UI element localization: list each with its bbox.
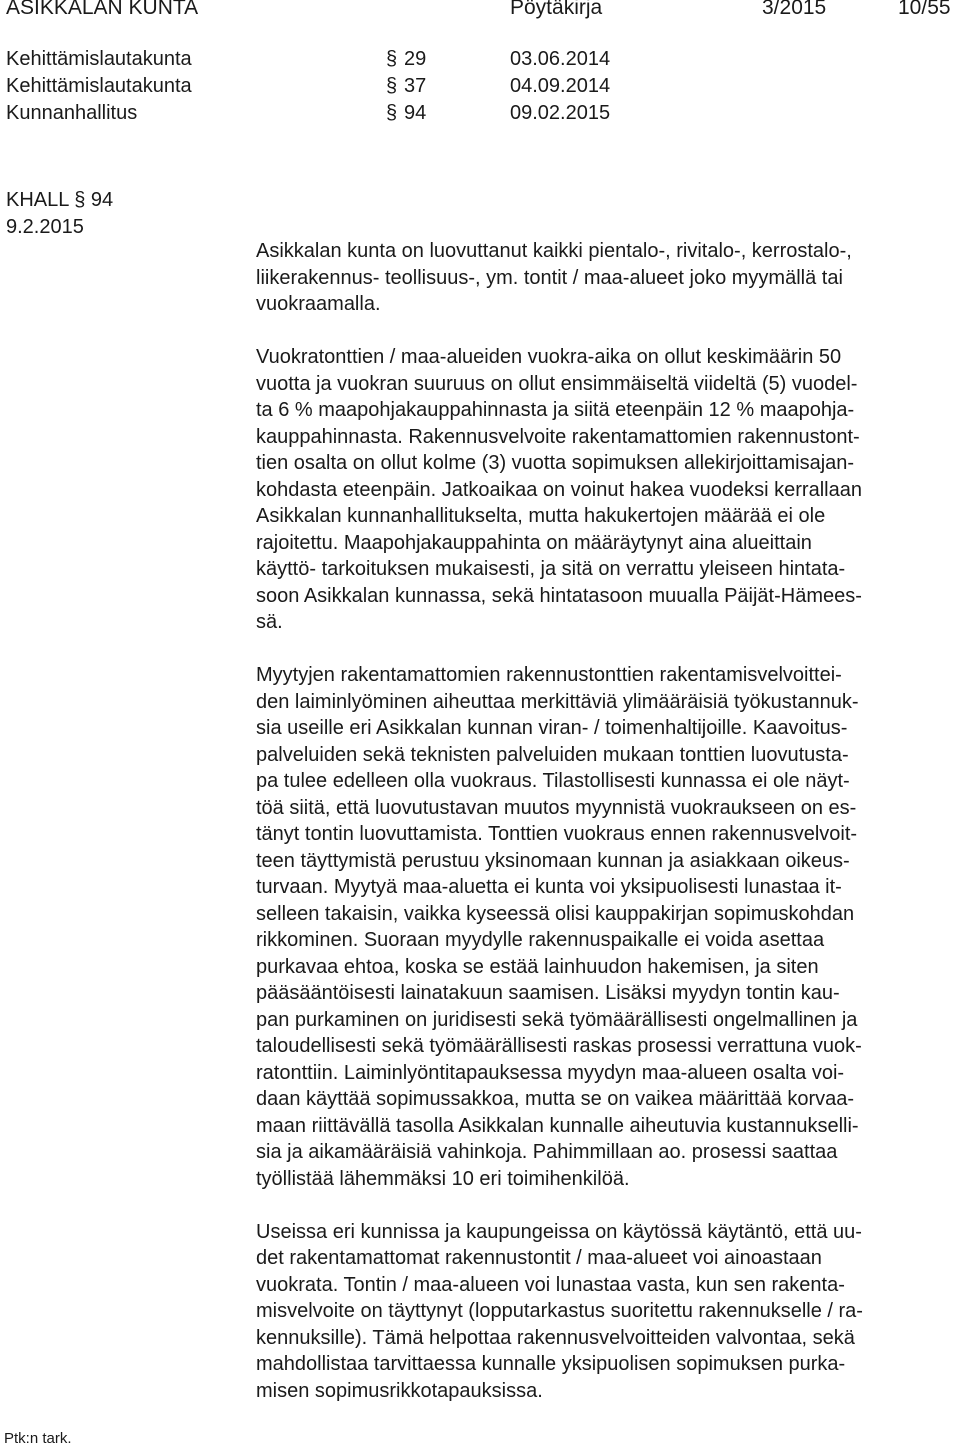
khall-section: 94 [90, 189, 114, 211]
section-sign: § [386, 48, 398, 70]
text-line: liikerakennus- teollisuus-, ym. tontit / maa-alueet joko myymällä tai [256, 266, 843, 289]
text-line: det rakentamattomat rakennustontit / maa-alueet voi ainoastaan [256, 1247, 822, 1269]
document-number: 3/2015 [762, 0, 827, 19]
meeting-date: 03.06.2014 [510, 48, 611, 70]
khall-label: KHALL [6, 189, 69, 211]
text-line: Useissa eri kunnissa ja kaupungeissa on käytössä käytäntö, että uu- [256, 1220, 862, 1243]
text-line: työllistää lähemmäksi 10 eri toimihenkilöä. [256, 1167, 630, 1190]
meeting-section: 37 [404, 75, 427, 97]
document-type: Pöytäkirja [510, 0, 603, 19]
text-line: maan riittävällä tasolla Asikkalan kunnalle aiheutuvia kustannukselli- [256, 1114, 859, 1137]
paragraph-4 [256, 1219, 958, 1405]
text-line: ratonttiin. Laiminlyöntitapauksessa myydyn maa-alueen osalta voi- [256, 1061, 845, 1084]
text-line: pääsääntöisesti lainatakuun saamisen. Lisäksi myydyn tontin kau- [256, 982, 840, 1004]
text-line: den laiminlyöminen aiheuttaa merkittäviä ylimääräisiä työkustannuk- [256, 690, 859, 713]
meeting-row [6, 100, 706, 127]
text-line: mahdollistaa tarvittaessa kunnalle yksipuolisen sopimuksen purka- [256, 1353, 846, 1375]
text-line: sia ja aikamääräisiä vahinkoja. Pahimmillaan ao. prosessi saattaa [256, 1141, 838, 1163]
meeting-row [6, 46, 706, 73]
text-line: rikkominen. Suoraan myydylle rakennuspaikalle ei voida asettaa [256, 929, 825, 951]
paragraph-3 [256, 662, 958, 1192]
text-line: kauppahinnasta. Rakennusvelvoite rakentamattomien rakennustont- [256, 425, 860, 448]
text-line: Asikkalan kunta on luovuttanut kaikki pientalo-, rivitalo-, kerrostalo-, [256, 240, 852, 262]
khall-reference [6, 187, 113, 241]
text-line: töä siitä, että luovutustavan muutos myynnistä vuokraukseen on es- [256, 796, 857, 819]
section-sign: § [386, 75, 398, 97]
text-line: selleen takaisin, vaikka kyseessä olisi kauppakirjan sopimuskohdan [256, 902, 855, 925]
paragraph-1 [256, 238, 958, 318]
khall-line [6, 187, 113, 214]
text-line: Asikkalan kunnanhallitukselta, mutta hakukertojen määrää ei ole [256, 505, 826, 527]
text-line: ta 6 % maapohjakauppahinnasta ja siitä eteenpäin 12 % maapohja- [256, 399, 855, 421]
text-line: käyttö- tarkoituksen mukaisesti, ja sitä on verrattu yleiseen hintata- [256, 558, 846, 580]
text-line: kohdasta eteenpäin. Jatkoaikaa on voinut hakea vuodeksi kerrallaan [256, 478, 862, 501]
section-sign: § [386, 102, 398, 124]
meeting-body: Kehittämislautakunta [6, 75, 192, 97]
text-line: purkavaa ehtoa, koska se estää lainhuudon hakemisen, ja siten [256, 955, 819, 978]
document-body [256, 238, 958, 1404]
text-line: sia useille eri Asikkalan kunnan viran- / toimenhaltijoille. Kaavoitus- [256, 717, 848, 739]
organization-name: ASIKKALAN KUNTA [6, 0, 199, 19]
page-number: 10/55 [898, 0, 951, 19]
meeting-section: 29 [404, 48, 427, 70]
text-line: tänyt tontin luovuttamista. Tonttien vuokraus ennen rakennusvelvoit- [256, 823, 858, 845]
meeting-list [6, 46, 706, 127]
text-line: daan käyttää sopimussakkoa, mutta se on vaikea määrittää korvaa- [256, 1088, 855, 1110]
text-line: teen täyttymistä perustuu yksinomaan kunnan ja asiakkaan oikeus- [256, 849, 850, 872]
text-line: Myytyjen rakentamattomien rakennustonttien rakentamisvelvoittei- [256, 664, 842, 686]
text-line: taloudellisesti sekä työmäärällisesti raskas prosessi verrattuna vuok- [256, 1035, 862, 1057]
text-line: kennuksille). Tämä helpottaa rakennusvelvoitteiden valvontaa, sekä [256, 1326, 855, 1349]
text-line: vuokrata. Tontin / maa-alueen voi lunastaa vasta, kun sen rakenta- [256, 1273, 845, 1296]
text-line: turvaan. Myytyä maa-aluetta ei kunta voi yksipuolisesti lunastaa it- [256, 876, 842, 898]
meeting-row [6, 73, 706, 100]
meeting-date: 09.02.2015 [510, 102, 611, 124]
footer-minutes-check: Ptk:n tark. [4, 1430, 72, 1447]
khall-date: 9.2.2015 [6, 216, 84, 238]
text-line: vuotta ja vuokran suuruus on ollut ensimmäiseltä viideltä (5) vuodel- [256, 372, 858, 395]
text-line: misvelvoite on täyttynyt (lopputarkastus suoritettu rakennukselle / ra- [256, 1300, 863, 1322]
meeting-section: 94 [404, 102, 427, 124]
text-line: Vuokratonttien / maa-alueiden vuokra-aika on ollut keskimäärin 50 [256, 346, 842, 368]
page-header [0, 0, 960, 22]
text-line: pa tulee edelleen olla vuokraus. Tilastollisesti kunnassa ei ole näyt- [256, 770, 850, 792]
paragraph-2 [256, 344, 958, 636]
meeting-date: 04.09.2014 [510, 75, 611, 97]
meeting-body: Kehittämislautakunta [6, 48, 192, 70]
text-line: tien osalta on ollut kolme (3) vuotta sopimuksen allekirjoittamisajan- [256, 452, 855, 474]
text-line: palveluiden sekä teknisten palveluiden mukaan tonttien luovutusta- [256, 743, 849, 766]
text-line: soon Asikkalan kunnassa, sekä hintatasoon muualla Päijät-Hämees- [256, 584, 862, 607]
text-line: rajoitettu. Maapohjakauppahinta on määräytynyt aina alueittain [256, 531, 812, 554]
section-sign: § [74, 189, 86, 211]
text-line: vuokraamalla. [256, 293, 381, 315]
meeting-body: Kunnanhallitus [6, 102, 138, 124]
text-line: pan purkaminen on juridisesti sekä työmäärällisesti ongelmallinen ja [256, 1008, 858, 1031]
text-line: misen sopimusrikkotapauksissa. [256, 1379, 543, 1402]
text-line: sä. [256, 611, 283, 633]
